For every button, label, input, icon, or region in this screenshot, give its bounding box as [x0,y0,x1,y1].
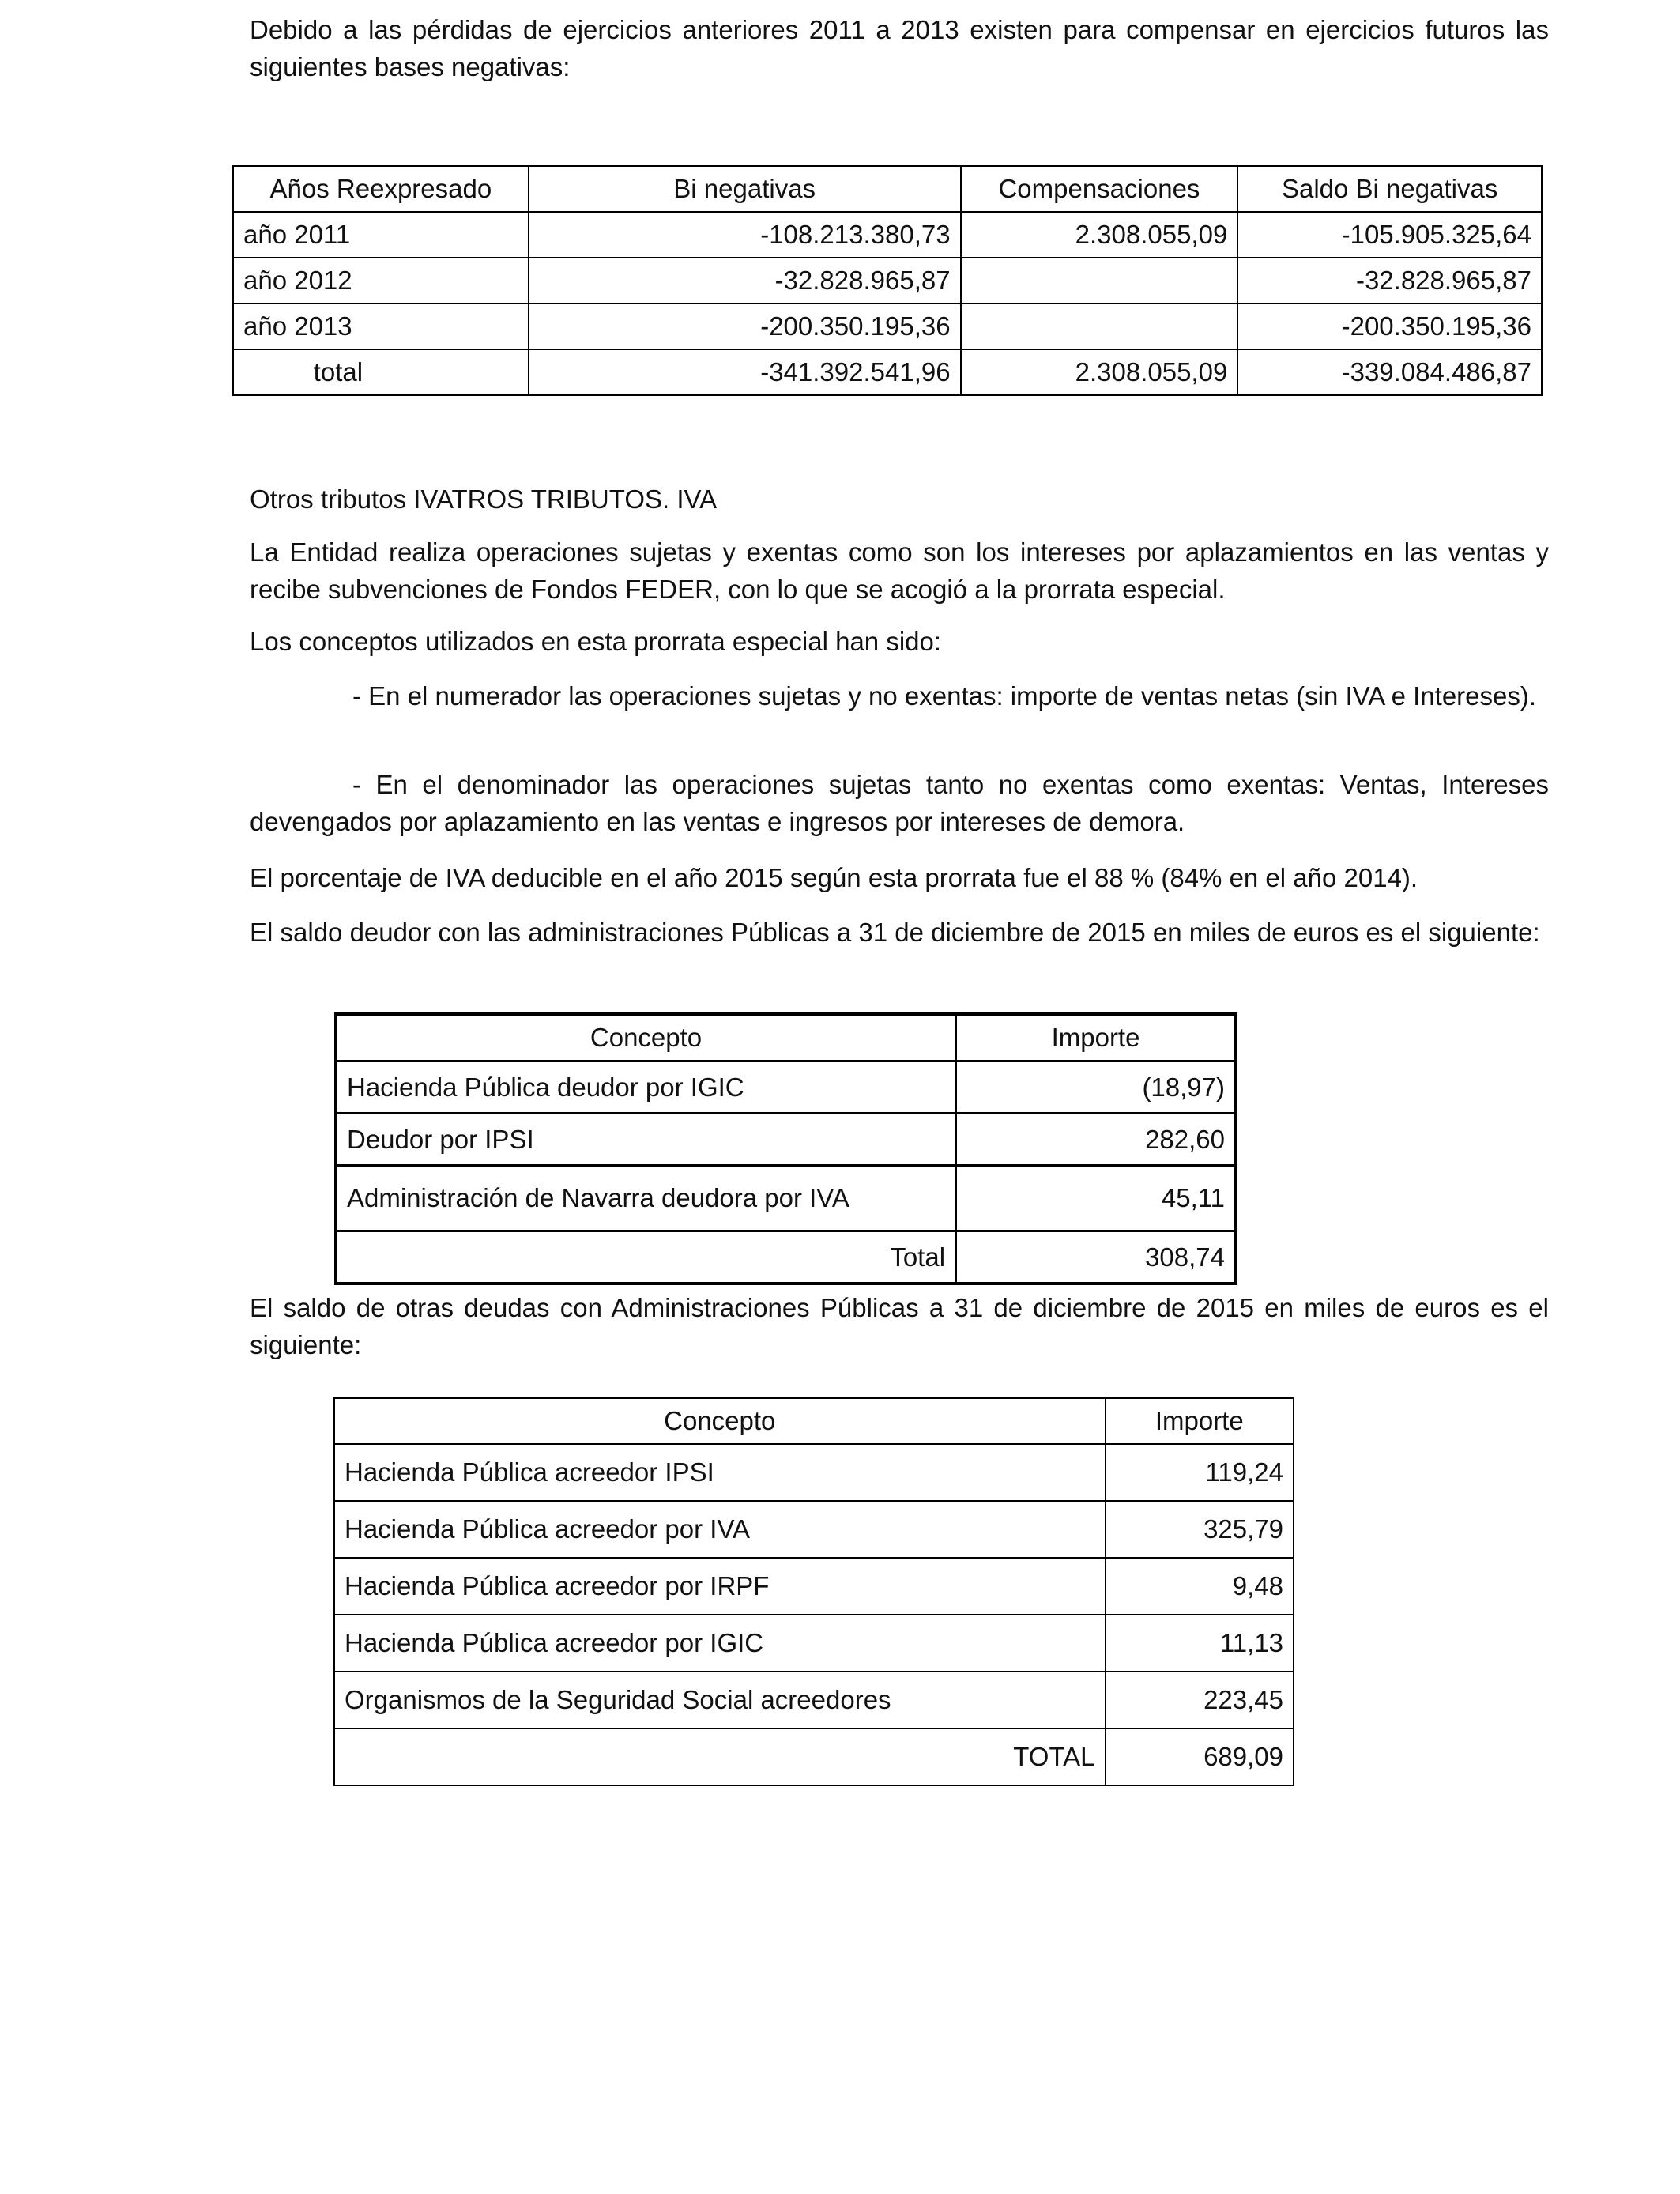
bi-negativas-cell: -200.350.195,36 [529,303,961,349]
compensaciones-cell [961,258,1238,303]
year-cell: año 2013 [233,303,529,349]
paragraph-entidad: La Entidad realiza operaciones sujetas y exentas como son los intereses por aplazamientos en las ventas y recibe subvenciones de Fondos FEDER, con lo que se acogió a la prorrata especial. [250,537,1549,604]
importe-cell: 11,13 [1106,1615,1294,1672]
compensaciones-cell: 2.308.055,09 [961,212,1238,258]
column-header: Años Reexpresado [233,166,529,212]
total-importe: 308,74 [956,1231,1236,1284]
table-row [334,1444,1294,1501]
otras-deudas-table [333,1397,1294,1786]
table-row [233,258,1542,303]
column-header: Compensaciones [961,166,1238,212]
saldo-deudor-table [334,1012,1237,1285]
total-importe: 689,09 [1106,1728,1294,1785]
total-label: Total [336,1231,956,1284]
compensaciones-cell [961,303,1238,349]
importe-cell: (18,97) [956,1061,1236,1114]
table-header-row [336,1014,1236,1061]
column-header: Saldo Bi negativas [1237,166,1542,212]
table-row [233,303,1542,349]
bullet-denominador: - En el denominador las operaciones sujetas tanto no exentas como exentas: Ventas, Intereses devengados por aplazamiento en las ventas e ingresos por intereses de demora. [250,770,1549,836]
importe-cell: 282,60 [956,1114,1236,1166]
table-row [233,212,1542,258]
table-header-row [233,166,1542,212]
paragraph-conceptos: Los conceptos utilizados en esta prorrata especial han sido: [250,627,942,656]
saldo-cell: -105.905.325,64 [1237,212,1542,258]
year-cell: año 2011 [233,212,529,258]
table-row [334,1672,1294,1728]
paragraph-otras-deudas: El saldo de otras deudas con Administraciones Públicas a 31 de diciembre de 2015 en miles de euros es el siguiente: [250,1293,1549,1359]
bases-negativas-table [232,165,1543,396]
concepto-cell: Administración de Navarra deudora por IVA [336,1166,956,1231]
column-header: Bi negativas [529,166,961,212]
total-label: TOTAL [334,1728,1106,1785]
table-header-row [334,1398,1294,1444]
concepto-cell: Hacienda Pública acreedor por IVA [334,1501,1106,1558]
intro-paragraph: Debido a las pérdidas de ejercicios anteriores 2011 a 2013 existen para compensar en ejercicios futuros las siguientes bases negativas: [250,15,1549,81]
concepto-cell: Hacienda Pública acreedor por IGIC [334,1615,1106,1672]
total-row [233,349,1542,395]
total-row [334,1728,1294,1785]
table-row [334,1501,1294,1558]
concepto-cell: Hacienda Pública deudor por IGIC [336,1061,956,1114]
concepto-cell: Hacienda Pública acreedor IPSI [334,1444,1106,1501]
total-label: total [233,349,529,395]
table-row [336,1061,1236,1114]
table-row [336,1114,1236,1166]
table-row [336,1166,1236,1231]
column-header: Importe [1106,1398,1294,1444]
paragraph-porcentaje: El porcentaje de IVA deducible en el año 2015 según esta prorrata fue el 88 % (84% en el año 2014). [250,863,1418,892]
importe-cell: 45,11 [956,1166,1236,1231]
saldo-cell: -32.828.965,87 [1237,258,1542,303]
concepto-cell: Hacienda Pública acreedor por IRPF [334,1558,1106,1615]
importe-cell: 223,45 [1106,1672,1294,1728]
column-header: Concepto [336,1014,956,1061]
table-row [334,1558,1294,1615]
table-row [334,1615,1294,1672]
section-heading: Otros tributos IVATROS TRIBUTOS. IVA [250,484,718,514]
importe-cell: 325,79 [1106,1501,1294,1558]
bullet-numerador: - En el numerador las operaciones sujetas y no exentas: importe de ventas netas (sin IVA e Intereses). [352,681,1537,711]
total-compensaciones: 2.308.055,09 [961,349,1238,395]
saldo-cell: -200.350.195,36 [1237,303,1542,349]
total-row [336,1231,1236,1284]
importe-cell: 9,48 [1106,1558,1294,1615]
concepto-cell: Organismos de la Seguridad Social acreedores [334,1672,1106,1728]
total-saldo: -339.084.486,87 [1237,349,1542,395]
year-cell: año 2012 [233,258,529,303]
bi-negativas-cell: -108.213.380,73 [529,212,961,258]
column-header: Concepto [334,1398,1106,1444]
importe-cell: 119,24 [1106,1444,1294,1501]
column-header: Importe [956,1014,1236,1061]
concepto-cell: Deudor por IPSI [336,1114,956,1166]
paragraph-saldo-deudor: El saldo deudor con las administraciones Públicas a 31 de diciembre de 2015 en miles de euros es el siguiente: [250,918,1540,947]
bi-negativas-cell: -32.828.965,87 [529,258,961,303]
total-bi-negativas: -341.392.541,96 [529,349,961,395]
